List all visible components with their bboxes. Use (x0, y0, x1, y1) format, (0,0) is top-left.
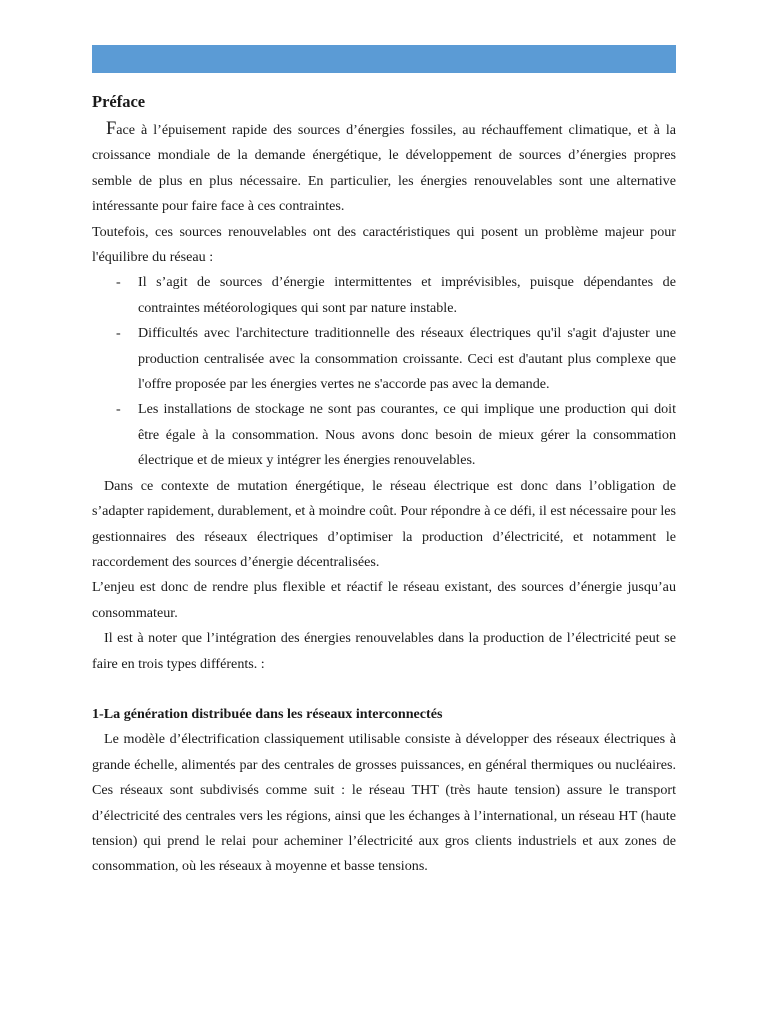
page-title: Préface (92, 92, 146, 111)
list-item (92, 397, 676, 473)
bullet-dash: - (116, 401, 121, 418)
paragraph-toutefois: Toutefois, ces sources renouvelables ont des caractéristiques qui posent un problème majeur pour l'équilibre du réseau : (92, 223, 676, 266)
document-content (92, 88, 676, 880)
paragraph-contexte: Dans ce contexte de mutation énergétique, le réseau électrique est donc dans l’obligation de s’adapter rapidement, durablement, et à moindre coût. Pour répondre à ce défi, il est nécessaire pour les gestionnaires des réseaux électriques d’optimiser la production d’électricité, et notamment le raccordement des sources d’énergie décentralisées. (92, 477, 676, 570)
intro-text: ace à l’épuisement rapide des sources d’énergies fossiles, au réchauffement climatique, et à la croissance mondiale de la demande énergétique, le développement de sources d’énergies propres semble de plus en plus nécessaire. En particulier, les énergies renouvelables sont une alternative intéressante pour faire face à ces contraintes. (92, 122, 676, 215)
bullet-text: Difficultés avec l'architecture traditionnelle des réseaux électriques qu'il s'agit d'ajuster une production centralisée avec la consommation croissante. Ceci est d'autant plus complexe que l'offre proposée par les énergies vertes ne s'accorde pas avec la demande. (138, 325, 676, 393)
list-item (92, 270, 676, 321)
header-bar (92, 45, 676, 73)
section-paragraph: Le modèle d’électrification classiquement utilisable consiste à développer des réseaux électriques à grande échelle, alimentés par des centrales de grosses puissances, en général thermiques ou nucléaires. Ces réseaux sont subdivisés comme suit : le réseau THT (très haute tension) assure le transport d’électricité des centrales vers les régions, ainsi que les échanges à l’international, un réseau HT (haute tension) qui prend le relai pour acheminer l’électricité aux gros clients industriels et aux zones de consommation, où les réseaux à moyenne et basse tensions. (92, 731, 676, 875)
bullet-dash: - (116, 325, 121, 342)
drop-cap: F (106, 119, 117, 139)
paragraph-noter: Il est à noter que l’intégration des énergies renouvelables dans la production de l’électricité peut se faire en trois types différents. : (92, 630, 676, 672)
section-heading: 1-La génération distribuée dans les réseaux interconnectés (92, 705, 443, 722)
paragraph-enjeu: L’enjeu est donc de rendre plus flexible et réactif le réseau existant, des sources d’énergie jusqu’au consommateur. (92, 579, 676, 621)
list-item (92, 321, 676, 397)
bullet-dash: - (116, 274, 121, 291)
bullet-list (92, 270, 676, 473)
bullet-text: Il s’agit de sources d’énergie intermittentes et imprévisibles, puisque dépendantes de contraintes météorologiques qui sont par nature instable. (138, 274, 676, 316)
intro-paragraph (92, 118, 676, 220)
bullet-text: Les installations de stockage ne sont pas courantes, ce qui implique une production qui doit être égale à la consommation. Nous avons donc besoin de mieux gérer la consommation électrique et de mieux y intégrer les énergies renouvelables. (138, 401, 676, 469)
